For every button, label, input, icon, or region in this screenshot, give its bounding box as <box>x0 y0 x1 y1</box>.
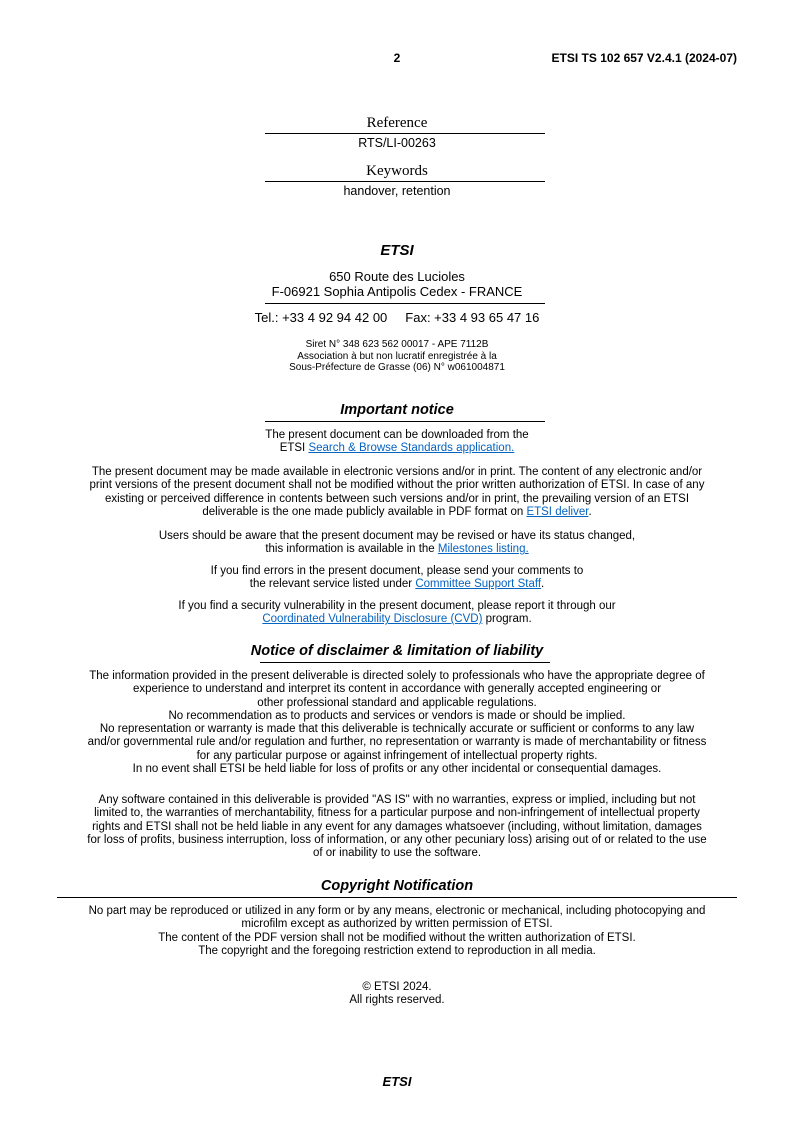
copyright-year: © ETSI 2024. <box>362 981 432 993</box>
errors-prefix: the relevant service listed under <box>249 578 416 591</box>
disclaimer-line-6: and/or governmental rule and/or regulation and further, no representation or warranty is made of merchantability or fitness <box>87 736 707 749</box>
org-name: ETSI <box>380 242 414 259</box>
fax: Fax: +33 4 93 65 47 16 <box>405 310 540 325</box>
address-rule <box>265 303 545 304</box>
disclaimer-line-7: for any particular purpose or against infringement of intellectual property rights. <box>196 749 598 762</box>
disclaimer-line-4: No recommendation as to products and services or vendors is made or should be implied. <box>168 709 626 722</box>
copyright-line-4: The copyright and the foregoing restriction extend to reproduction in all media. <box>198 944 596 957</box>
siret-line-3: Sous-Préfecture de Grasse (06) N° w061004871 <box>289 362 505 373</box>
download-prefix: ETSI <box>279 442 309 455</box>
errors-paragraph <box>57 565 737 592</box>
software-line-3: rights and ETSI shall not be held liable in any event for any damages whatsoever (including, without limitation, damages <box>92 820 702 833</box>
disclaimer-line-3: other professional standard and applicable regulations. <box>257 696 537 709</box>
availability-paragraph <box>57 466 737 519</box>
disclaimer-paragraph <box>57 670 737 776</box>
software-line-1: Any software contained in this deliverable is provided "AS IS" with no warranties, express or implied, including but not <box>98 794 696 806</box>
software-line-2: limited to, the warranties of merchantability, fitness for a particular purpose and non-infringement of intellectual property <box>94 807 700 820</box>
availability-suffix: . <box>588 505 592 518</box>
siret-line-1: Siret N° 348 623 562 00017 - APE 7112B <box>305 339 489 350</box>
address-line-2: F-06921 Sophia Antipolis Cedex - FRANCE <box>271 283 523 299</box>
software-line-4: for loss of profits, business interruption, loss of information, or any other pecuniary loss) arising out of or related to the use <box>87 833 707 846</box>
disclaimer-line-1: The information provided in the present deliverable is directed solely to professionals who have the appropriate degree of <box>89 670 705 682</box>
page-footer-logo: ETSI <box>382 1074 412 1089</box>
keywords-label: Keywords <box>366 163 428 179</box>
availability-line-3: existing or perceived difference in contents between such versions and/or in print, the prevailing version of an ETSI <box>104 492 690 505</box>
disclaimer-line-8: In no event shall ETSI be held liable for loss of profits or any other incidental or consequential damages. <box>132 763 662 776</box>
siret-line-2: Association à but non lucratif enregistrée à la <box>297 350 497 362</box>
important-notice-rule <box>265 421 545 422</box>
copyright-year-block <box>57 981 737 1008</box>
rights-reserved: All rights reserved. <box>349 994 445 1007</box>
software-line-5: of or inability to use the software. <box>312 847 482 860</box>
copyright-line-3: The content of the PDF version shall not be modified without the written authorization of ETSI. <box>158 931 636 944</box>
reference-label: Reference <box>366 115 428 131</box>
copyright-line-2: microfilm except as authorized by written permission of ETSI. <box>241 918 553 931</box>
availability-line-1: The present document may be made available in electronic versions and/or in print. The content of any electronic and/or <box>91 466 703 478</box>
address-line-1: 650 Route des Lucioles <box>329 269 465 284</box>
org-address <box>57 270 737 299</box>
download-line-1: The present document can be downloaded from the <box>265 429 529 441</box>
cvd-suffix: program. <box>482 613 532 626</box>
disclaimer-rule <box>260 662 550 663</box>
disclaimer-line-5: No representation or warranty is made that this deliverable is technically accurate or sufficient or conforms to any law <box>99 723 695 736</box>
page-header <box>57 51 737 66</box>
search-browse-link[interactable]: Search & Browse Standards application. <box>308 442 515 455</box>
download-line-2 <box>57 442 737 455</box>
disclaimer-line-2: experience to understand and interpret its content in accordance with generally accepted engineering or <box>132 683 662 696</box>
availability-line-4 <box>57 506 737 519</box>
cvd-link[interactable]: Coordinated Vulnerability Disclosure (CVD) <box>262 613 483 626</box>
cvd-paragraph <box>57 600 737 627</box>
errors-line-2 <box>57 578 737 591</box>
keywords-rule <box>265 181 545 182</box>
committee-support-staff-link[interactable]: Committee Support Staff <box>415 578 542 591</box>
document-id: ETSI TS 102 657 V2.4.1 (2024-07) <box>551 51 737 65</box>
status-prefix: this information is available in the <box>265 543 438 556</box>
errors-suffix: . <box>541 578 545 591</box>
availability-line-2: print versions of the present document shall not be modified without the prior written authorization of ETSI. In case of any <box>89 479 705 492</box>
errors-line-1: If you find errors in the present document, please send your comments to <box>210 565 584 577</box>
copyright-title: Copyright Notification <box>320 878 474 894</box>
software-paragraph <box>57 794 737 860</box>
download-paragraph <box>57 429 737 456</box>
status-line-1: Users should be aware that the present document may be revised or have its status changed, <box>158 530 636 542</box>
copyright-line-1: No part may be reproduced or utilized in any form or by any means, electronic or mechanical, including photocopying and <box>88 905 706 917</box>
reference-value: RTS/LI-00263 <box>358 136 436 150</box>
keywords-value: handover, retention <box>343 184 451 198</box>
milestones-listing-link[interactable]: Milestones listing. <box>437 543 529 556</box>
cvd-line-1: If you find a security vulnerability in the present document, please report it through our <box>178 600 616 612</box>
disclaimer-title: Notice of disclaimer & limitation of liability <box>250 643 544 659</box>
telephone: Tel.: +33 4 92 94 42 00 <box>254 310 388 325</box>
availability-prefix: deliverable is the one made publicly available in PDF format on <box>202 505 527 518</box>
cvd-line-2 <box>57 613 737 626</box>
status-line-2 <box>57 543 737 556</box>
status-paragraph <box>57 530 737 557</box>
etsi-deliver-link[interactable]: ETSI deliver <box>526 505 589 518</box>
copyright-rule <box>57 897 737 898</box>
reference-rule <box>265 133 545 134</box>
important-notice-title: Important notice <box>340 402 454 418</box>
page-number: 2 <box>393 51 401 65</box>
siret-block <box>57 339 737 374</box>
contact-line <box>57 310 737 325</box>
copyright-paragraph <box>57 905 737 958</box>
